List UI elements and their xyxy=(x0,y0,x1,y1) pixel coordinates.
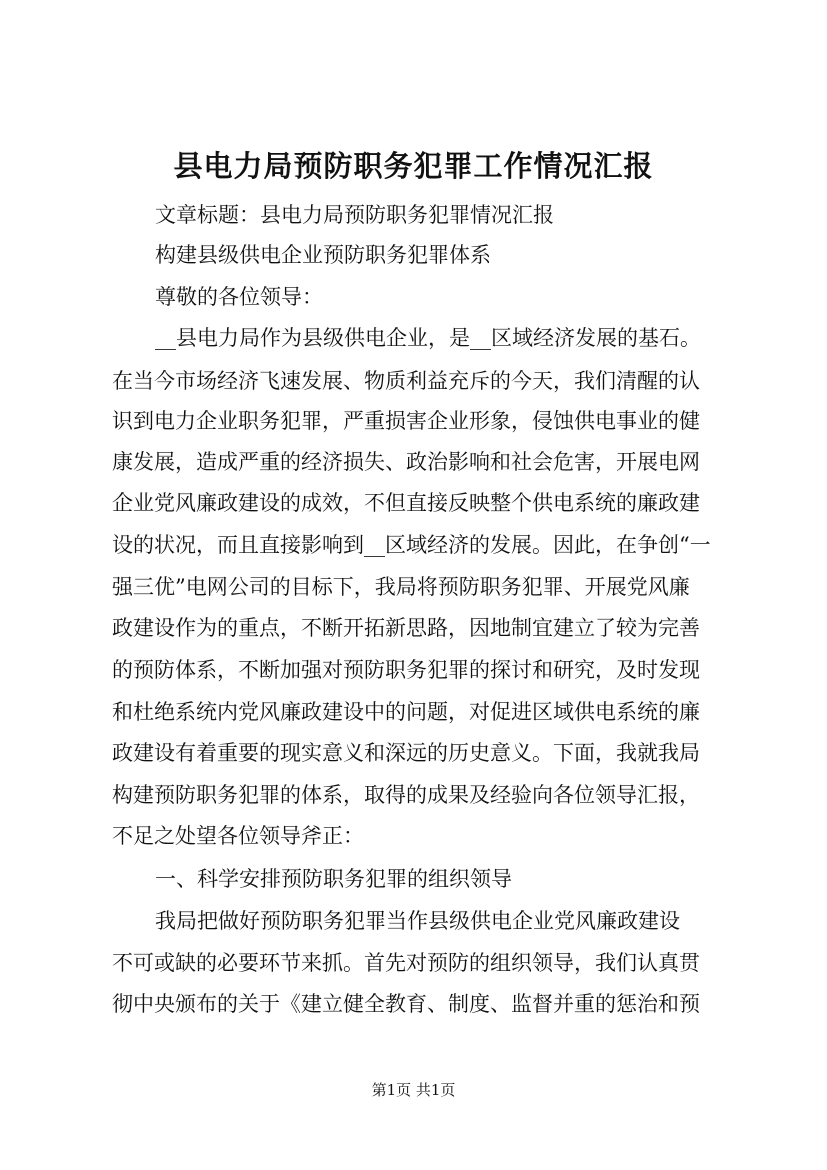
body-line: 强三优”电网公司的目标下，我局将预防职务犯罪、开展党风廉 xyxy=(112,575,690,599)
body-line: 的预防体系，不断加强对预防职务犯罪的探讨和研究，及时发现 xyxy=(112,658,700,682)
body-line: 识到电力企业职务犯罪，严重损害企业形象，侵蚀供电事业的健 xyxy=(112,409,700,433)
body-line: 在当今市场经济飞速发展、物质利益充斥的今天，我们清醒的认 xyxy=(112,369,700,393)
body-line: 构建预防职务犯罪的体系，取得的成果及经验向各位领导汇报， xyxy=(112,783,700,807)
body-line: 和杜绝系统内党风廉政建设中的问题，对促进区域供电系统的廉 xyxy=(112,700,700,724)
body-line: 政建设作为的重点，不断开拓新思路，因地制宜建立了较为完善 xyxy=(112,616,700,640)
body-line: 企业党风廉政建设的成效，不但直接反映整个供电系统的廉政建 xyxy=(112,491,700,515)
salutation-line: 尊敬的各位领导： xyxy=(155,285,323,309)
body-line: 政建设有着重要的现实意义和深远的历史意义。下面，我就我局 xyxy=(112,741,700,765)
body-line: 康发展，造成严重的经济损失、政治影响和社会危害，开展电网 xyxy=(112,450,700,474)
body-line: 设的状况，而且直接影响到__区域经济的发展。因此，在争创“一 xyxy=(112,533,711,557)
subtitle-line: 构建县级供电企业预防职务犯罪体系 xyxy=(155,243,491,267)
article-title-line: 文章标题：县电力局预防职务犯罪情况汇报 xyxy=(155,203,554,227)
body-line: 我局把做好预防职务犯罪当作县级供电企业党风廉政建设 xyxy=(155,909,680,933)
body-line: __县电力局作为县级供电企业，是__区域经济发展的基石。 xyxy=(155,326,701,350)
body-line: 不足之处望各位领导斧正： xyxy=(112,824,364,848)
page-number-footer: 第1页 共1页 xyxy=(371,1081,456,1099)
document-title: 县电力局预防职务犯罪工作情况汇报 xyxy=(173,149,654,183)
body-line: 不可或缺的必要环节来抓。首先对预防的组织领导，我们认真贯 xyxy=(112,951,700,975)
section-heading: 一、科学安排预防职务犯罪的组织领导 xyxy=(155,867,512,891)
body-line: 彻中央颁布的关于《建立健全教育、制度、监督并重的惩治和预 xyxy=(112,992,700,1016)
